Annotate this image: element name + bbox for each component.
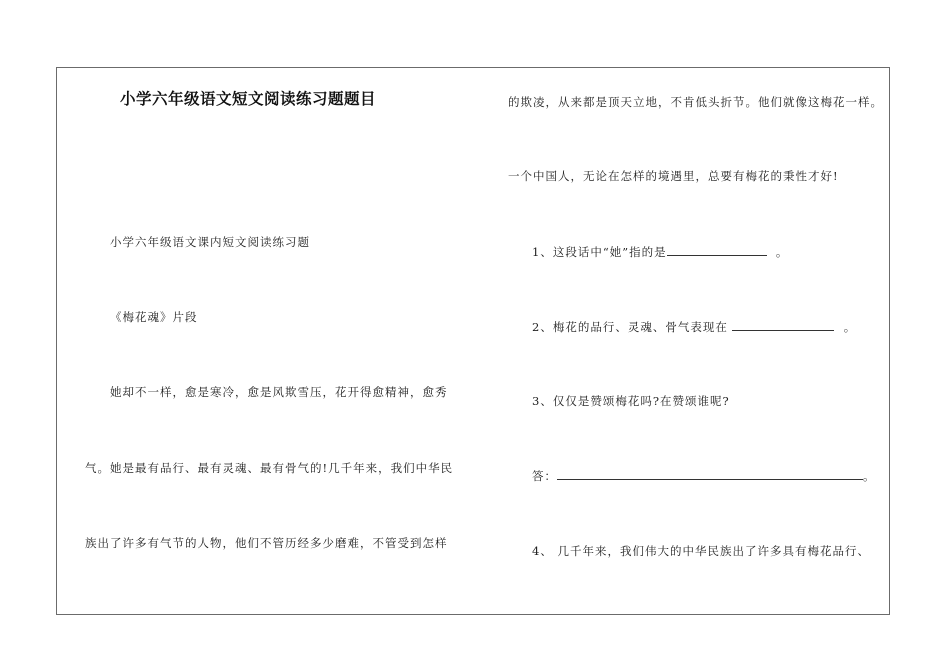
- paragraph-line-2: 气。她是最有品行、最有灵魂、最有骨气的!几千年来，我们中华民: [85, 461, 454, 475]
- question-2-text: 2、梅花的品行、灵魂、骨气表现在: [532, 320, 728, 334]
- subtitle: 小学六年级语文课内短文阅读练习题: [110, 235, 310, 249]
- question-2-blank[interactable]: [732, 320, 834, 331]
- answer-end: 。: [863, 469, 876, 483]
- answer-blank[interactable]: [557, 469, 863, 480]
- paragraph-line-4: 的欺凌，从来都是顶天立地，不肯低头折节。他们就像这梅花一样。: [508, 95, 883, 109]
- page-border: [56, 67, 890, 615]
- question-2: [532, 319, 856, 335]
- paragraph-line-1: 她却不一样，愈是寒冷，愈是风欺雪压，花开得愈精神，愈秀: [110, 385, 448, 399]
- question-1-end: 。: [775, 245, 789, 259]
- page-title: 小学六年级语文短文阅读练习题题目: [120, 90, 377, 108]
- answer-label: 答：: [532, 469, 557, 483]
- question-1-text: 1、这段话中“她”指的是: [532, 245, 667, 259]
- question-4: 4、 几千年来，我们伟大的中华民族出了许多具有梅花品行、: [532, 544, 870, 558]
- answer-line: [532, 468, 876, 484]
- question-1: [532, 244, 788, 260]
- question-2-end: 。: [843, 320, 857, 334]
- paragraph-line-5: 一个中国人，无论在怎样的境遇里，总要有梅花的秉性才好!: [508, 169, 839, 183]
- question-3: 3、仅仅是赞颂梅花吗?在赞颂谁呢?: [532, 394, 730, 408]
- paragraph-line-3: 族出了许多有气节的人物，他们不管历经多少磨难，不管受到怎样: [85, 536, 448, 550]
- question-1-blank[interactable]: [667, 245, 767, 256]
- excerpt-title: 《梅花魂》片段: [110, 310, 198, 324]
